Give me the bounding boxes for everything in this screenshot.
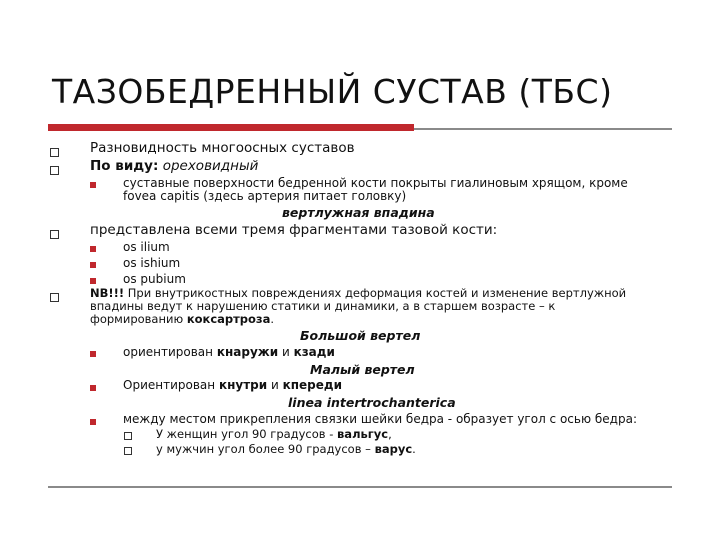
lesser-trochanter-direction-1: кнутри (218, 378, 268, 392)
women-angle-pre: У женщин угол 90 градусов - (156, 427, 338, 441)
acetabulum-text: представлена всеми тремя фрагментами тазовой кости: (90, 222, 498, 238)
hollow-square-bullet-icon (124, 447, 132, 455)
cartilage-text-line-1: суставные поверхности бедренной кости покрыты гиалиновым хрящом, кроме (123, 176, 628, 190)
greater-trochanter-direction-1: кнаружи (216, 345, 279, 359)
joint-shape-line (90, 158, 258, 174)
hollow-square-bullet-icon (50, 293, 59, 302)
hollow-square-bullet-icon (124, 432, 132, 440)
valgus-term: вальгус (337, 427, 389, 441)
nb-line-1 (90, 286, 626, 300)
women-angle-end: , (388, 427, 392, 441)
greater-trochanter-direction-2: кзади (293, 345, 335, 359)
hollow-square-bullet-icon (50, 230, 59, 239)
lesser-trochanter-heading: Малый вертел (310, 362, 415, 377)
slide-title: ТАЗОБЕДРЕННЫЙ СУСТАВ (ТБС) (52, 72, 613, 111)
greater-trochanter-and: и (278, 345, 294, 359)
varus-term: варус (374, 442, 413, 456)
nb-line-1-text: При внутрикостных повреждениях деформация костей и изменение вертлужной (124, 286, 627, 300)
men-angle-end: . (412, 442, 416, 456)
footer-divider (48, 486, 672, 488)
filled-square-bullet-icon (90, 419, 96, 425)
joint-type-text: Разновидность многоосных суставов (90, 140, 355, 156)
lesser-trochanter-text (123, 378, 342, 392)
nb-line-3-text: формированию (90, 312, 187, 326)
linea-text: между местом прикрепления связки шейки бедра - образует угол с осью бедра: (123, 412, 637, 426)
women-angle-text (156, 427, 392, 441)
lesser-trochanter-pre: Ориентирован (123, 378, 219, 392)
filled-square-bullet-icon (90, 385, 96, 391)
filled-square-bullet-icon (90, 262, 96, 268)
pelvic-bone-item: os pubium (123, 272, 186, 286)
filled-square-bullet-icon (90, 351, 96, 357)
lesser-trochanter-and: и (267, 378, 283, 392)
acetabulum-heading: вертлужная впадина (282, 205, 435, 220)
pelvic-bone-item: os ishium (123, 256, 181, 270)
nb-label: NB!!! (90, 286, 125, 300)
pelvic-bone-item: os ilium (123, 240, 170, 254)
men-angle-pre: у мужчин угол более 90 градусов – (156, 442, 375, 456)
nb-line-2: впадины ведут к нарушению статики и динамики, а в старшем возрасте – к (90, 299, 556, 313)
nb-line-3 (90, 312, 274, 326)
filled-square-bullet-icon (90, 278, 96, 284)
men-angle-text (156, 442, 416, 456)
greater-trochanter-text (123, 345, 335, 359)
nb-line-3-end: . (270, 312, 275, 326)
filled-square-bullet-icon (90, 246, 96, 252)
filled-square-bullet-icon (90, 182, 96, 188)
lesser-trochanter-direction-2: кпереди (282, 378, 342, 392)
coxarthrosis-term: коксартроза (186, 312, 271, 326)
cartilage-text-line-2: fovea capitis (здесь артерия питает головку) (123, 189, 407, 203)
linea-heading: linea intertrochanterica (288, 395, 456, 410)
hollow-square-bullet-icon (50, 166, 59, 175)
joint-shape-value: ореховидный (162, 158, 259, 174)
greater-trochanter-heading: Большой вертел (300, 328, 421, 343)
greater-trochanter-pre: ориентирован (123, 345, 217, 359)
hollow-square-bullet-icon (50, 148, 59, 157)
title-accent-bar (48, 124, 414, 131)
joint-shape-label: По виду: (90, 158, 159, 174)
